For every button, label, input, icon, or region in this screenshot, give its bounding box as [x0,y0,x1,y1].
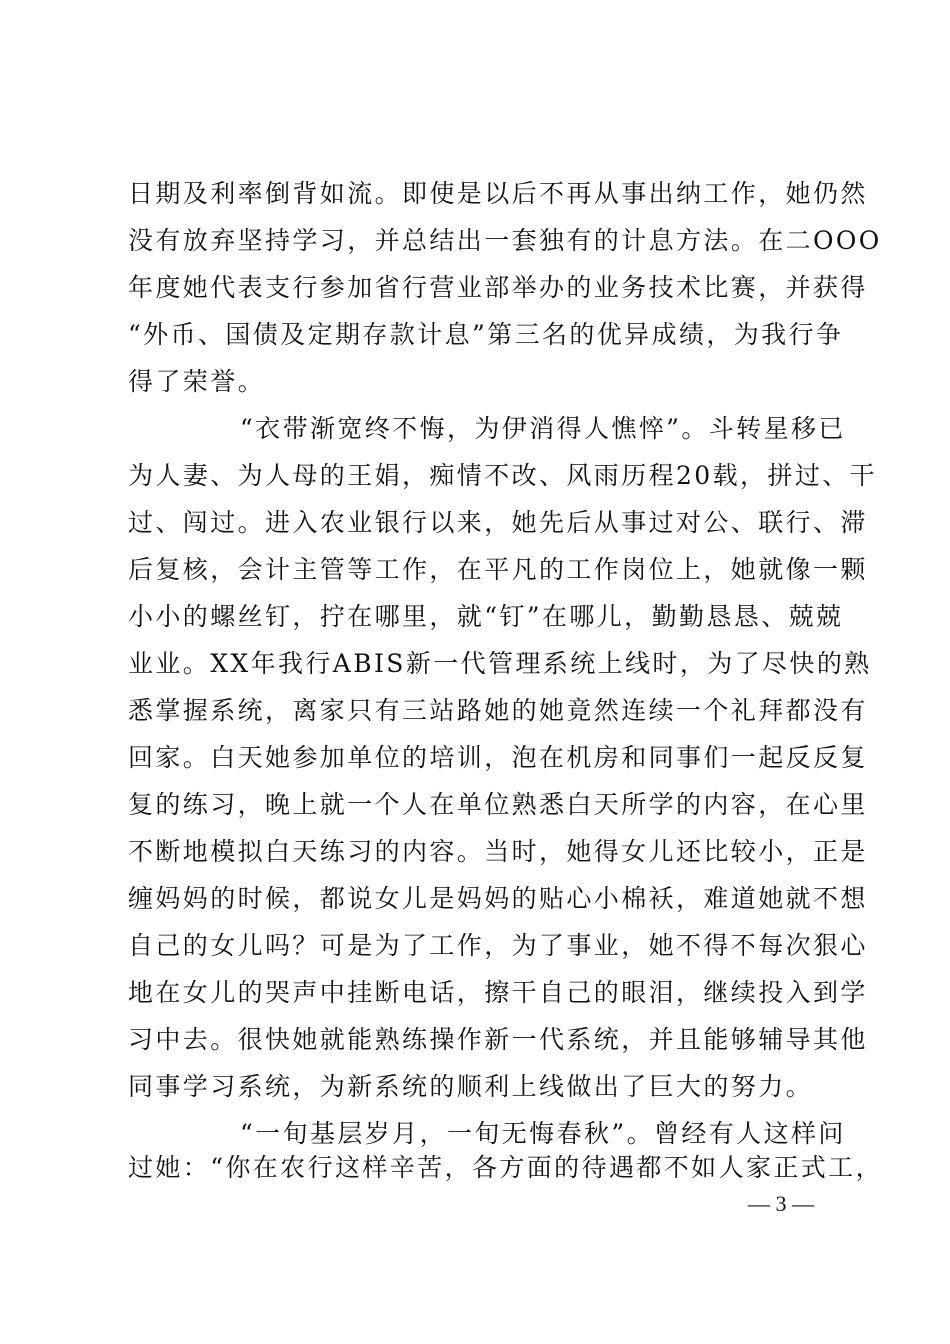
paragraph-1-line-3: 年度她代表支行参加省行营业部举办的业务技术比赛，并获得 [128,273,868,302]
paragraph-2-line-14: 习中去。很快她就能熟练操作新一代系统，并且能够辅导其他 [128,1025,868,1054]
paragraph-2-line-13: 地在女儿的哭声中挂断电话，擦干自己的眼泪，继续投入到学 [128,978,868,1007]
paragraph-2-line-8: 回家。白天她参加单位的培训，泡在机房和同事们一起反反复 [128,743,868,772]
paragraph-2-line-9: 复的练习，晚上就一个人在单位熟悉白天所学的内容，在心里 [128,790,868,819]
paragraph-2-line-3: 过、闯过。进入农业银行以来，她先后从事过对公、联行、滞 [128,508,868,537]
paragraph-2-line-6: 业业。XX年我行ABIS新一代管理系统上线时，为了尽快的熟 [128,649,872,678]
paragraph-2-line-12: 自己的女儿吗？可是为了工作，为了事业，她不得不每次狠心 [128,931,868,960]
paragraph-1-line-2: 没有放弃坚持学习，并总结出一套独有的计息方法。在二OOO [128,226,882,255]
paragraph-2-line-5: 小小的螺丝钉，拧在哪里，就“钉”在哪儿，勤勤恳恳、兢兢 [128,602,844,631]
paragraph-3-line-1: “一旬基层岁月，一旬无悔春秋”。曾经有人这样问 [240,1119,846,1148]
page-number: — 3 — [748,1191,814,1216]
paragraph-3-line-2: 过她：“你在农行这样辛苦，各方面的待遇都不如人家正式工， [128,1153,883,1182]
paragraph-2-line-7: 悉掌握系统，离家只有三站路她的她竟然连续一个礼拜都没有 [128,696,868,725]
paragraph-2-line-11: 缠妈妈的时候，都说女儿是妈妈的贴心小棉袄，难道她就不想 [128,884,868,913]
paragraph-1-line-1: 日期及利率倒背如流。即使是以后不再从事出纳工作，她仍然 [128,179,868,208]
paragraph-2-line-10: 不断地模拟白天练习的内容。当时，她得女儿还比较小，正是 [128,837,868,866]
paragraph-1-line-5: 得了荣誉。 [128,367,266,396]
paragraph-1-line-4: “外币、国债及定期存款计息”第三名的优异成绩，为我行争 [128,320,844,349]
paragraph-2-line-1: “衣带渐宽终不悔，为伊消得人憔悴”。斗转星移已 [240,414,846,443]
paragraph-2-line-15: 同事学习系统，为新系统的顺利上线做出了巨大的努力。 [128,1072,814,1101]
paragraph-2-line-4: 后复核，会计主管等工作，在平凡的工作岗位上，她就像一颗 [128,555,868,584]
paragraph-2-line-2: 为人妻、为人母的王娟，痴情不改、风雨历程20载，拼过、干 [128,461,878,490]
